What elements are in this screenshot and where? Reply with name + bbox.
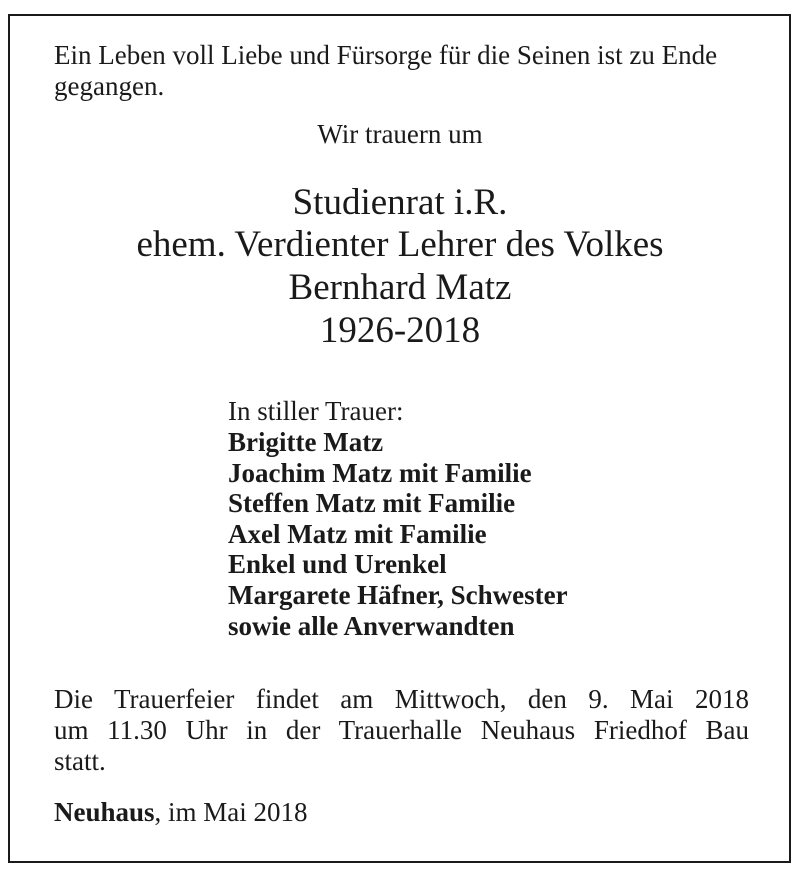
ceremony-line: um 11.30 Uhr in der Trauerhalle Neuhaus Friedhof Bau [54, 715, 749, 745]
deceased-years: 1926-2018 [319, 310, 481, 351]
deceased-title: Studienrat i.R. [292, 182, 508, 223]
ceremony-text [54, 684, 749, 777]
deceased-honor: ehem. Verdienter Lehrer des Volkes [136, 224, 664, 265]
place-name: Neuhaus [54, 797, 155, 827]
we-mourn-text: Wir trauern um [317, 119, 483, 149]
mourner-name: Brigitte Matz [228, 427, 384, 457]
mourners-list [228, 427, 568, 641]
mourner-name: Margarete Häfner, Schwester [228, 579, 568, 610]
ceremony-line: Die Trauerfeier findet am Mittwoch, den 9. Mai 2018 [54, 684, 749, 714]
mourner-name: Steffen Matz mit Familie [228, 488, 516, 519]
mourner-name: sowie alle Anverwandten [228, 610, 515, 641]
intro-text: Ein Leben voll Liebe und Fürsorge für die Seinen ist zu Ende gegangen. [54, 40, 718, 101]
mourner-name: Axel Matz mit Familie [228, 518, 487, 549]
date-text: , im Mai 2018 [154, 797, 308, 827]
mourner-name: Joachim Matz mit Familie [228, 457, 532, 488]
mourner-name: Enkel und Urenkel [228, 549, 447, 580]
ceremony-line: statt. [54, 746, 106, 776]
deceased-name: Bernhard Matz [288, 267, 512, 308]
place-date [54, 797, 308, 828]
mourners-heading: In stiller Trauer: [228, 396, 404, 426]
